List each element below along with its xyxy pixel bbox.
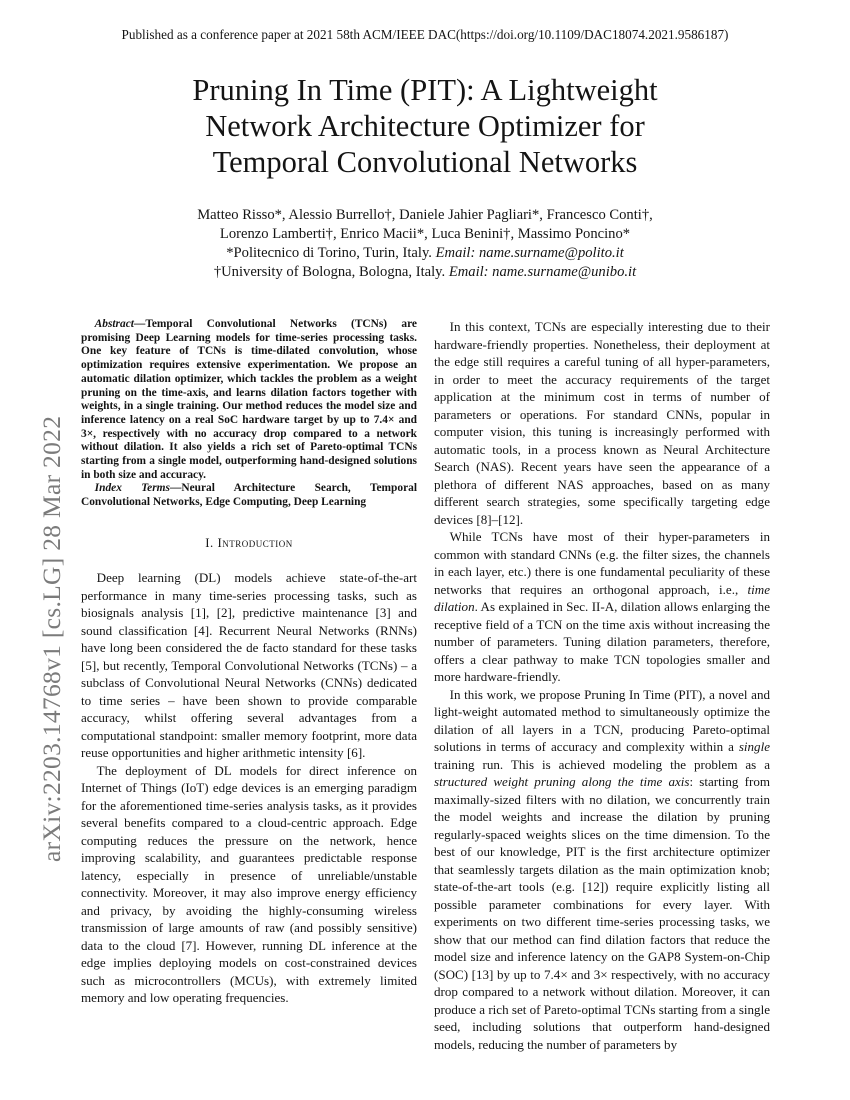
author-block [90,206,760,282]
intro-paragraph-4 [434,528,770,686]
section-title: Introduction [217,535,293,550]
title-line-3: Temporal Convolutional Networks [212,145,638,179]
affiliation-2-name: †University of Bologna, Bologna, Italy. [213,264,446,280]
index-terms-text: —Neural Architecture Search, Temporal Convolutional Networks, Edge Computing, Deep Learning [81,482,417,509]
intro-paragraph-2: The deployment of DL models for direct inference on Internet of Things (IoT) edge devices is an emerging paradigm for the aforementioned time-series analysis tasks, as it provides several benefits compared to a cloud-centric approach. Edge computing reduces the pressure on the network, hence improving scalability, and guarantees predictable response latency, especially in presence of unreliable/unstable connectivity. Moreover, it may also improve energy efficiency and privacy, by avoiding the highly-consuming wireless transmission of large amounts of raw (and possibly sensitive) data to the cloud [7]. However, running DL inference at the edge implies deploying models on cost-constrained devices such as microcontrollers (MCUs), with extremely limited memory and low operating frequencies. [81,762,417,1006]
right-column [434,318,770,1053]
p4-emphasis: time dilation [434,581,770,614]
p5-text-b: training run. This is achieved modeling the problem as a [434,756,770,772]
p5-emphasis-2: structured weight pruning along the time axis [434,774,690,789]
publication-note: Published as a conference paper at 2021 58th ACM/IEEE DAC(https://doi.org/10.1109/DAC18074.2021.9586187) [121,27,729,42]
section-number: I. [205,535,214,550]
index-terms [81,482,417,509]
title-line-2: Network Architecture Optimizer for [205,109,645,143]
intro-paragraph-3: In this context, TCNs are especially interesting due to their hardware-friendly properties. Nonetheless, their deployment at the edge still requires a careful tuning of all hyper-parameters, in order to meet the accuracy requirements of the target application at the minimum cost in terms of number of parameters or operations. For standard CNNs, popular in computer vision, this tuning is increasingly performed with automatic tools, in a process known as Neural Architecture Search (NAS). Recent years have seen the appearance of a plethora of different NAS approaches, based on as many different search strategies, some specifically targeting edge devices [8]–[12]. [434,319,770,527]
p4-text-a: While TCNs have most of their hyper-parameters in common with standard CNNs (e.g. the filter sizes, the channels in each layer, etc.) there is one fundamental peculiarity of these networks that requires an orthogonal approach, i.e., [434,529,770,597]
abstract-label: Abstract [94,318,134,330]
intro-paragraph-1: Deep learning (DL) models achieve state-of-the-art performance in many time-series processing tasks, such as biosignals analysis [1], [2], predictive maintenance [3] and sound classification [4]. Recurrent Neural Networks (RNNs) have long been considered the de facto standard for these tasks [5], but recently, Temporal Convolutional Networks (TCNs) – a subclass of Convolutional Neural Networks (CNNs) dedicated to time series – have been shown to provide comparable accuracy, whilst offering several advantages from a computational standpoint: smaller memory footprint, more data reuse opportunities and higher arithmetic intensity [6]. [81,570,417,761]
affiliation-2 [90,263,760,282]
authors-line-1: Matteo Risso*, Alessio Burrello†, Daniele Jahier Pagliari*, Francesco Conti†, [197,207,653,223]
intro-paragraph-5 [434,686,770,1054]
p5-text-a: In this work, we propose Pruning In Time (PIT), a novel and light-weight automated method to simultaneously optimize the dilation of all layers in a TCN, producing Pareto-optimal solutions in terms of accuracy and complexity within a [434,686,770,754]
left-column [81,318,417,1007]
affiliation-1-email: Email: name.surname@polito.it [435,245,624,261]
p5-emphasis-1: single [738,739,770,754]
index-terms-label: Index Terms [94,482,170,495]
title-line-1: Pruning In Time (PIT): A Lightweight [192,73,658,107]
arxiv-identifier: arXiv:2203.14768v1 [cs.LG] 28 Mar 2022 [37,415,66,862]
affiliation-1 [90,244,760,263]
p5-text-c: : starting from maximally-sized filters with no dilation, we concurrently train the model weights and increase the dilation by pruning regularly-spaced weights slices on the time dimension. To the best of our knowledge, PIT is the first architecture optimizer that seamlessly targets dilation as the main optimization knob; state-of-the-art tools (e.g. [12]) require explicitly listing all possible parameter combinations for every layer. With experiments on two different time-series processing tasks, we show that our method can find dilation factors that reduce the model size and inference latency on the GAP8 System-on-Chip (SOC) [13] by up to 7.4× and 3× respectively, with no accuracy drop compared to a network without dilation. Moreover, it can produce a rich set of Pareto-optimal TCNs starting from a single seed, including solutions that outperform hand-designed models, reducing the number of parameters by [434,774,770,1052]
affiliation-2-email: Email: name.surname@unibo.it [448,264,637,280]
p4-text-b: . As explained in Sec. II-A, dilation allows enlarging the receptive field of a TCN on the time axis without increasing the number of parameters. Tuning dilation parameters, therefore, offers a clear pathway to make TCN topologies smaller and more hardware-friendly. [434,599,770,684]
abstract [81,318,417,482]
affiliation-1-name: *Politecnico di Torino, Turin, Italy. [226,245,432,261]
section-heading-introduction [81,535,417,553]
abstract-text: —Temporal Convolutional Networks (TCNs) are promising Deep Learning models for time-series processing tasks. One key feature of TCNs is time-dilated convolution, whose optimization requires extensive experimentation. We propose an automatic dilation optimizer, which tackles the problem as a weight pruning on the time-axis, and learns dilation factors together with weights, in a single training. Our method reduces the model size and inference latency on a real SoC hardware target by up to 7.4× and 3×, respectively with no accuracy drop compared to a network without dilation. It also yields a rich set of Pareto-optimal TCNs starting from a single model, outperforming hand-designed solutions in both size and accuracy. [81,318,417,481]
paper-title [90,72,760,180]
authors-line-2: Lorenzo Lamberti†, Enrico Macii*, Luca Benini†, Massimo Poncino* [219,226,631,242]
